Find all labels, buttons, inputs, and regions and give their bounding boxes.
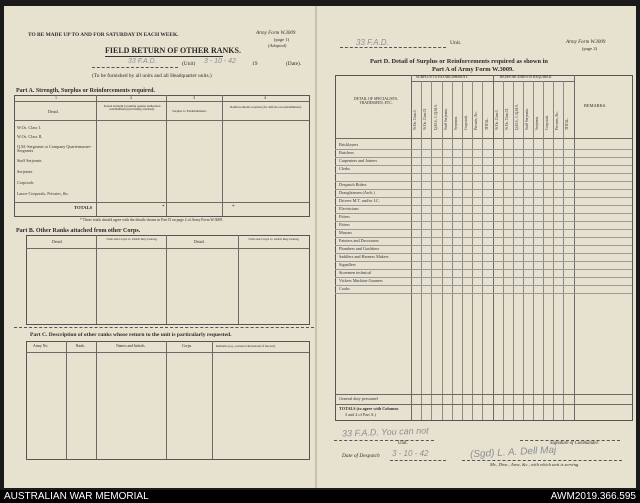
despatch-label: Date of Despatch (342, 453, 380, 459)
archive-id: AWM2019.366.595 (550, 491, 636, 502)
sub-col-head: Serjeants. (454, 115, 458, 130)
adopted-note: (Adopted) (268, 43, 287, 48)
partD-title-2: Part A of Army Form W.3009. (432, 66, 514, 73)
trade-row: Clerks (339, 166, 350, 171)
partB-head: Unit and Corps to which they belong. (248, 237, 300, 241)
sub-col-head: TOTAL. (565, 117, 569, 130)
partA-total-mark: * (232, 205, 235, 210)
trade-row: Fitters (339, 222, 350, 227)
unit-line (92, 67, 178, 68)
partC-title: Part C. Description of other ranks whose return to the unit is particularly requested. (30, 332, 232, 338)
sub-col-head: Q.M.S., C.Q.M.S. (515, 103, 519, 130)
partC-head: Corps. (182, 344, 193, 348)
partA-head-reinf: Reinforcements required (for deficits on establishment). (230, 105, 302, 109)
unit-label-right: Unit. (450, 40, 462, 46)
trade-row: Vickers Machine Gunners (339, 278, 383, 283)
partA-row: Q.M.-Sergeants or Company Quartermaster-Sergeants (17, 144, 92, 154)
sub-col-head: W.Os. Class I. (413, 109, 417, 130)
trade-row: Butchers (339, 150, 354, 155)
partA-col-2: 2 (130, 95, 132, 100)
partA-totals: TOTALS (74, 205, 93, 210)
unit-label: (Unit) (182, 61, 196, 67)
title-underline (105, 56, 223, 57)
partA-row: Serjeants (17, 169, 33, 174)
sub-col-head: Q.M.S., C.Q.M.S. (434, 103, 438, 130)
partC-head: Names and Initials. (116, 344, 146, 348)
despatch-handwritten: 3 - 10 - 42 (392, 449, 429, 458)
trade-row: Plumbers and Gasfitters (339, 246, 380, 251)
sub-col-head: W.Os. Class II. (505, 108, 509, 130)
partA-row: Corporals (17, 180, 34, 185)
totals-row: TOTALS (to agree with Columns (339, 406, 399, 411)
trade-row: Storemen technical (339, 270, 372, 275)
archive-footer (0, 490, 640, 503)
trade-row: Cooks (339, 286, 350, 291)
partB-head: Detail. (194, 239, 205, 244)
page-ref: (page 1) (274, 37, 290, 42)
partA-row: Lance-Corporals, Privates, &c. (17, 191, 69, 196)
sub-col-head: Serjeants. (535, 115, 539, 130)
date-handwritten: 3 - 10 - 42 (204, 58, 236, 65)
sub-col-head: TOTAL. (485, 117, 489, 130)
unit-label-bottom: Unit. (398, 441, 408, 446)
top-note: TO BE MADE UP TO AND FOR SATURDAY IN EACH WEEK. (28, 32, 179, 38)
partA-row: W.Os. Class I. (17, 125, 41, 130)
partA-col-3: 3 (193, 95, 195, 100)
trade-row: Masons (339, 230, 353, 235)
form-ref-right: Army Form W.3009 (566, 40, 606, 45)
form-title: FIELD RETURN OF OTHER RANKS. (105, 46, 241, 55)
general-duty-row: General duty personnel (339, 396, 379, 401)
partD-title: Part D. Detail of Surplus or Reinforcements required as shown in (370, 58, 548, 65)
cut-line (14, 327, 314, 328)
trade-row: Carpenters and Joiners (339, 158, 378, 163)
form-ref: Army Form W.3009 (256, 31, 296, 36)
trade-row: Saddlers and Harness Makers (339, 254, 389, 259)
sub-col-head: Corporals. (545, 114, 549, 130)
partC-table (26, 341, 310, 460)
signature-label: Signature of Commander. (550, 441, 599, 446)
page-ref-right: (page 2) (582, 46, 598, 51)
sub-col-head: Corporals. (464, 114, 468, 130)
year-prefix: 19 (252, 61, 258, 67)
partA-col-1: 1 (55, 95, 57, 100)
sub-col-head: W.Os. Class II. (423, 108, 427, 130)
sub-col-head: W.Os. Class I. (495, 109, 499, 130)
trade-row: Painters and Decorators (339, 238, 380, 243)
partB-title: Part B. Other Ranks attached from other Corps. (16, 228, 141, 234)
partB-head: Detail. (52, 239, 63, 244)
partA-head-detail: Detail. (48, 109, 59, 114)
trade-row: Fitters (339, 214, 350, 219)
reinf-header: REINFORCEMENTS REQUIRED. (500, 75, 553, 79)
totals-row-2: 3 and 4 of Part A.) (345, 412, 376, 417)
partA-row: Staff Serjeants (17, 158, 42, 163)
trade-row: Bricklayers (339, 142, 359, 147)
rank-note: Mr., Divn., Area, &c., with which unit is serving. (490, 462, 580, 467)
surplus-header: SURPLUS TO ESTABLISHMENT. (416, 75, 469, 79)
remarks-header: REMARKS. (584, 103, 607, 108)
partD-table (335, 75, 633, 421)
partA-head-posted: Posted strength (counting against authorized establishment) (including attached). (103, 104, 161, 112)
date-label: (Date). (286, 61, 302, 67)
detail-header: DETAIL OF SPECIALISTS, TRADESMEN, ETC. (353, 97, 399, 105)
unit-handwritten: 33 F.A.D. (128, 58, 157, 65)
signature-handwritten: (Sgd) L. A. Dell Maj (469, 444, 557, 461)
partA-total-mark: * (162, 205, 165, 210)
furnish-note: (To be furnished by all units and all Headquarter units.) (92, 73, 212, 79)
sub-col-head: Staff Serjeants. (525, 108, 529, 130)
partC-head: Army No. (33, 344, 49, 348)
unit-handwritten-right: 33 F.A.D. (356, 38, 389, 47)
unit-stamp-handwritten: 33 F.A.D. You can not (341, 425, 429, 439)
trade-row: Drivers M.T. and/or I.C. (339, 198, 380, 203)
archive-name: AUSTRALIAN WAR MEMORIAL (4, 491, 149, 502)
partA-footnote: * These totals should agree with the details shown in Part D on page 2 of Army Form W.3009. (80, 218, 224, 222)
partC-head: Remarks (e.g., present whereabouts if known). (216, 344, 276, 348)
partB-head: Unit and Corps to which they belong. (106, 237, 158, 241)
trade-row: Signallers (339, 262, 356, 267)
partA-title: Part A. Strength, Surplus or Reinforcements required. (16, 88, 155, 94)
partA-row: W.Os. Class II. (17, 134, 43, 139)
partA-head-surplus: Surplus to Establishment. (172, 109, 207, 113)
page-fold (315, 6, 317, 488)
sub-col-head: Privates, &c. (474, 111, 478, 130)
sub-col-head: Privates, &c. (555, 111, 559, 130)
trade-row: Electricians (339, 206, 359, 211)
partC-head: Rank. (76, 344, 85, 348)
partA-col-4: 4 (264, 95, 266, 100)
trade-row: Despatch Riders (339, 182, 367, 187)
trade-row: Draughtsmen (Arch.) (339, 190, 375, 195)
sub-col-head: Staff Serjeants. (444, 108, 448, 130)
